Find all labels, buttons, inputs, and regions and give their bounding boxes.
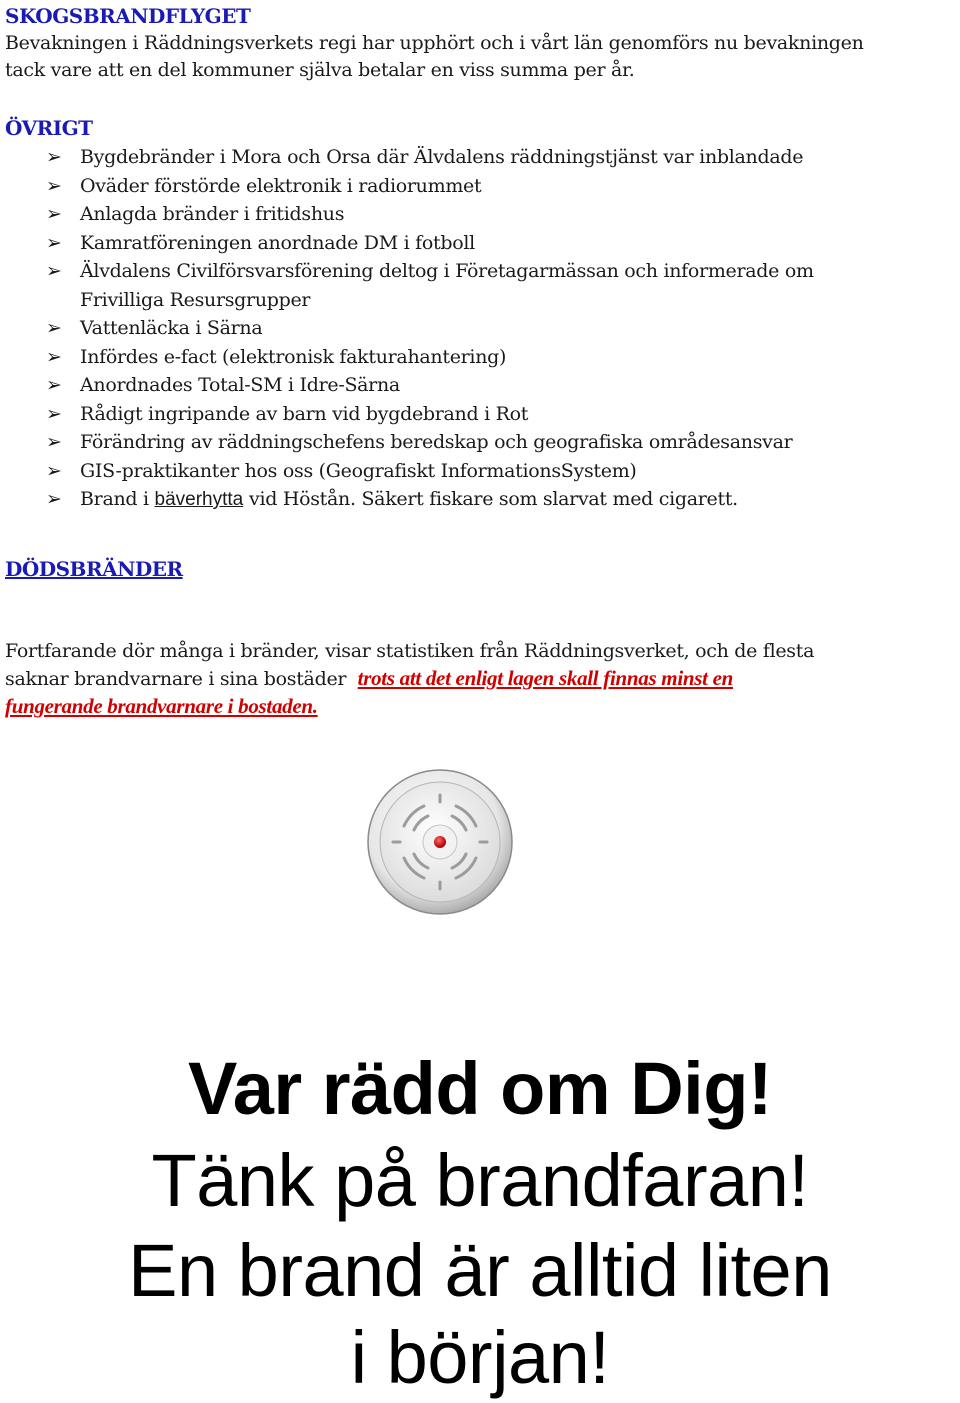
- list-item: [0, 371, 940, 400]
- arrow-bullet-icon: ➢: [46, 317, 62, 339]
- dodsbrander-paragraph: [5, 638, 955, 721]
- list-item-text-part-1: Brand i: [80, 488, 155, 510]
- section-heading-skogsbrandflyget: SKOGSBRANDFLYGET: [5, 4, 251, 28]
- dodsbrander-emphasis-2: fungerande brandvarnare i bostaden.: [5, 694, 318, 718]
- arrow-bullet-icon: ➢: [46, 260, 62, 282]
- list-item: [0, 229, 940, 258]
- dodsbrander-line-1: Fortfarande dör många i bränder, visar statistiken från Räddningsverket, och de flesta: [5, 640, 815, 662]
- slogan-line-3: En brand är alltid liten: [128, 1229, 832, 1312]
- list-item: [0, 343, 940, 372]
- list-item-text: Infördes e-fact (elektronisk fakturahantering): [80, 345, 507, 368]
- list-item: [0, 428, 940, 457]
- list-item: [0, 172, 940, 201]
- list-item-text-part-3: vid Höstån. Säkert fiskare som slarvat med cigarett.: [243, 488, 738, 510]
- list-item-text-continued: Frivilliga Resursgrupper: [80, 288, 311, 311]
- dodsbrander-line-2: saknar brandvarnare i sina bostäder: [5, 668, 347, 690]
- list-item-text: Förändring av räddningschefens beredskap och geografiska områdesansvar: [80, 431, 793, 453]
- arrow-bullet-icon: ➢: [46, 459, 62, 482]
- list-item: [0, 257, 940, 314]
- list-item-text: Kamratföreningen anordnade DM i fotboll: [80, 231, 475, 254]
- list-item-text: GIS-praktikanter hos oss (Geografiskt InformationsSystem): [80, 459, 637, 482]
- slogan-line-4: i början!: [350, 1316, 610, 1399]
- list-item: [0, 200, 940, 229]
- arrow-bullet-icon: ➢: [46, 431, 62, 453]
- list-item: [0, 143, 940, 172]
- dodsbrander-emphasis-1: trots att det enligt lagen skall finnas minst en: [357, 666, 734, 690]
- smoke-detector-icon: [366, 768, 514, 916]
- arrow-bullet-icon: ➢: [46, 345, 62, 368]
- list-item: [0, 485, 940, 515]
- arrow-bullet-icon: ➢: [46, 146, 62, 168]
- skogsbrandflyget-line-2: tack vare att en del kommuner själva betalar en viss summa per år.: [5, 59, 635, 81]
- slogan-line-1: Var rädd om Dig!: [187, 1047, 773, 1130]
- list-item-text: Vattenläcka i Särna: [80, 317, 263, 339]
- arrow-bullet-icon: ➢: [46, 174, 62, 197]
- list-item-text: Oväder förstörde elektronik i radiorummet: [80, 174, 482, 197]
- skogsbrandflyget-line-1: Bevakningen i Räddningsverkets regi har upphört och i vårt län genomförs nu bevakningen: [5, 32, 864, 54]
- list-item-text: Älvdalens Civilförsvarsförening deltog i Företagarmässan och informerade om: [80, 260, 814, 282]
- list-item: [0, 457, 940, 486]
- arrow-bullet-icon: ➢: [46, 231, 62, 254]
- arrow-bullet-icon: ➢: [46, 402, 62, 425]
- section-heading-ovrigt: ÖVRIGT: [5, 116, 93, 140]
- arrow-bullet-icon: ➢: [46, 203, 62, 225]
- list-item-text-highlight: bäverhytta: [154, 489, 244, 510]
- list-item-text: Anordnades Total-SM i Idre-Särna: [80, 374, 400, 396]
- list-item: [0, 314, 940, 343]
- section-heading-dodsbrander: DÖDSBRÄNDER: [5, 557, 183, 581]
- list-item: [0, 400, 940, 429]
- slogan-line-2: Tänk på brandfaran!: [151, 1139, 809, 1222]
- arrow-bullet-icon: ➢: [46, 374, 62, 396]
- skogsbrandflyget-paragraph: [5, 30, 955, 84]
- arrow-bullet-icon: ➢: [46, 488, 62, 510]
- list-item-text: Bygdebränder i Mora och Orsa där Älvdalens räddningstjänst var inblandade: [80, 146, 804, 168]
- list-item-text: Rådigt ingripande av barn vid bygdebrand i Rot: [80, 402, 529, 425]
- ovrigt-list: [0, 143, 940, 515]
- list-item-text: Anlagda bränder i fritidshus: [80, 203, 345, 225]
